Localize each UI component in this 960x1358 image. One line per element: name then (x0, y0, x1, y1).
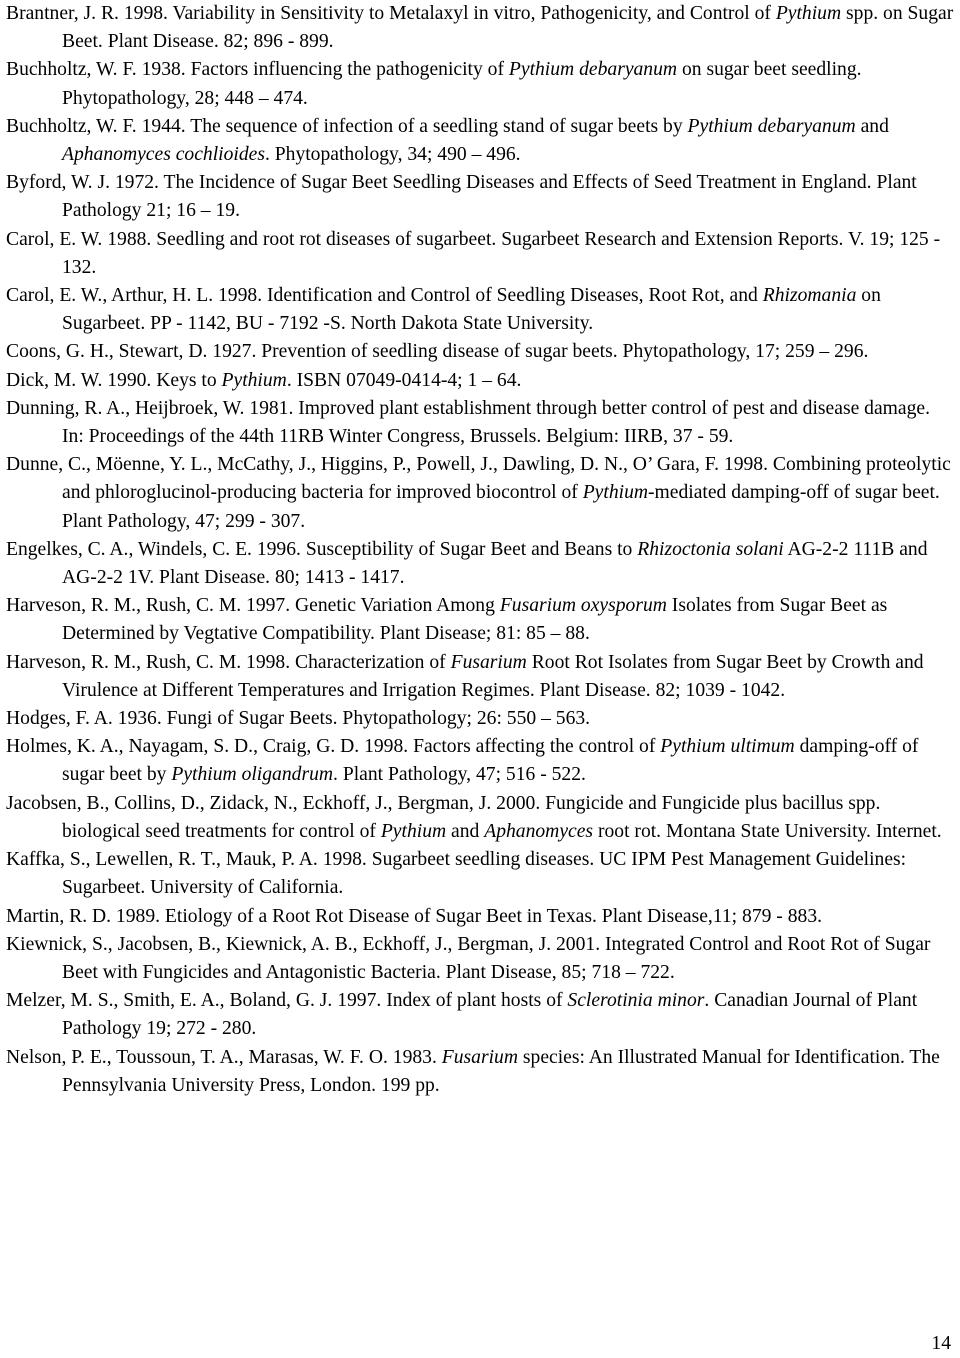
reference-entry (6, 790, 956, 846)
reference-text: Jacobsen, B., Collins, D., Zidack, N., Eckhoff, J., Bergman, J. 2000. Fungicide and Fungicide plus bacillus spp. biological seed treatments for control of (6, 792, 881, 842)
reference-italic-text: Fusarium oxysporum (499, 595, 667, 617)
reference-text: on sugar beet seedling. Phytopathology, 28; 448 – 474. (62, 59, 862, 109)
reference-list (6, 0, 956, 1100)
reference-text: Dick, M. W. 1990. Keys to (6, 369, 222, 391)
reference-text: Dunne, C., Möenne, Y. L., McCathy, J., Higgins, P., Powell, J., Dawling, D. N., O’ Gara, F. 1998. Combining proteolytic and phloroglucinol-producing bacteria for improved biocontrol of (6, 454, 951, 504)
reference-entry (6, 226, 956, 282)
reference-text: Carol, E. W. 1988. Seedling and root rot diseases of sugarbeet. Sugarbeet Research and Extension Reports. V. 19; 125 - 132. (6, 228, 941, 278)
reference-text: species: An Illustrated Manual for Identification. The Pennsylvania University Press, London. 199 pp. (62, 1046, 940, 1096)
reference-text: Nelson, P. E., Toussoun, T. A., Marasas, W. F. O. 1983. (6, 1046, 442, 1068)
reference-italic-text: Pythium debaryanum (687, 115, 856, 137)
reference-text: root rot. Montana State University. Internet. (593, 820, 942, 842)
reference-text: spp. on Sugar Beet. Plant Disease. 82; 896 - 899. (62, 3, 954, 53)
reference-text: Kiewnick, S., Jacobsen, B., Kiewnick, A. B., Eckhoff, J., Bergman, J. 2001. Integrated Control and Root Rot of Sugar Beet with Fungicides and Antagonistic Bacteria. Plant Disease, 85; 718 – 722. (6, 933, 931, 983)
reference-text: Dunning, R. A., Heijbroek, W. 1981. Improved plant establishment through better control of pest and disease damage. In: Proceedings of the 44th 11RB Winter Congress, Brussels. Belgium: IIRB, 37 - 59. (6, 397, 930, 448)
reference-entry (6, 169, 956, 225)
reference-entry (6, 56, 956, 112)
reference-text: . Canadian Journal of Plant Pathology 19; 272 - 280. (62, 990, 918, 1040)
reference-text: Carol, E. W., Arthur, H. L. 1998. Identification and Control of Seedling Diseases, Root Rot, and (6, 285, 763, 307)
reference-italic-text: Fusarium (441, 1046, 518, 1068)
reference-text: AG-2-2 111B and AG-2-2 1V. Plant Disease. 80; 1413 - 1417. (62, 538, 928, 589)
reference-text: Byford, W. J. 1972. The Incidence of Sugar Beet Seedling Diseases and Effects of Seed Treatment in England. Plant Pathology 21; 16 – 19. (6, 172, 917, 222)
reference-entry (6, 0, 956, 56)
reference-text: Engelkes, C. A., Windels, C. E. 1996. Susceptibility of Sugar Beet and Beans to (6, 538, 638, 560)
reference-entry (6, 931, 956, 987)
reference-entry (6, 705, 956, 733)
reference-text: Brantner, J. R. 1998. Variability in Sensitivity to Metalaxyl in vitro, Pathogenicity, and Control of (6, 3, 776, 24)
reference-entry (6, 649, 956, 705)
reference-text: Coons, G. H., Stewart, D. 1927. Prevention of seedling disease of sugar beets. Phytopathology, 17; 259 – 296. (6, 341, 869, 363)
reference-italic-text: Pythium ultimum (660, 736, 795, 758)
reference-entry (6, 451, 956, 536)
reference-italic-text: Pythium debaryanum (508, 59, 678, 81)
reference-text: . Plant Pathology, 47; 516 - 522. (333, 764, 586, 786)
reference-italic-text: Sclerotinia minor (567, 990, 705, 1012)
reference-text: and (855, 115, 889, 137)
reference-text: Harveson, R. M., Rush, C. M. 1998. Characterization of (6, 651, 451, 673)
reference-text: on Sugarbeet. PP - 1142, BU - 7192 -S. North Dakota State University. (62, 285, 881, 335)
reference-entry (6, 395, 956, 451)
reference-text: Root Rot Isolates from Sugar Beet by Crowth and Virulence at Different Temperatures and Irrigation Regimes. Plant Disease. 82; 1039 - 1042. (62, 651, 924, 701)
reference-text: Harveson, R. M., Rush, C. M. 1997. Genetic Variation Among (6, 595, 500, 617)
reference-text: Buchholtz, W. F. 1938. Factors influencing the pathogenicity of (6, 59, 509, 81)
reference-entry (6, 113, 956, 169)
reference-entry (6, 903, 956, 931)
reference-text: Isolates from Sugar Beet as Determined by Vegtative Compatibility. Plant Disease; 81: 85 – 88. (62, 595, 888, 645)
reference-text: damping-off of sugar beet by (62, 736, 919, 786)
reference-italic-text: Aphanomyces (484, 820, 594, 842)
reference-text: Holmes, K. A., Nayagam, S. D., Craig, G. D. 1998. Factors affecting the control of (6, 736, 661, 758)
reference-entry (6, 1044, 956, 1100)
reference-entry (6, 367, 956, 395)
reference-text: Melzer, M. S., Smith, E. A., Boland, G. J. 1997. Index of plant hosts of (6, 990, 568, 1012)
reference-text: . ISBN 07049-0414-4; 1 – 64. (286, 369, 522, 391)
reference-text: and (446, 820, 485, 842)
reference-italic-text: Pythium (582, 482, 649, 504)
reference-text: . Phytopathology, 34; 490 – 496. (264, 144, 521, 166)
reference-entry (6, 846, 956, 902)
reference-italic-text: Fusarium (450, 651, 527, 673)
reference-italic-text: Pythium oligandrum (171, 764, 334, 786)
reference-italic-text: Aphanomyces cochlioides (62, 144, 265, 166)
reference-text: Hodges, F. A. 1936. Fungi of Sugar Beets. Phytopathology; 26: 550 – 563. (6, 708, 591, 730)
reference-entry (6, 733, 956, 789)
reference-entry (6, 592, 956, 648)
reference-text: -mediated damping-off of sugar beet. Plant Pathology, 47; 299 - 307. (62, 482, 940, 532)
reference-entry (6, 338, 956, 366)
reference-text: Kaffka, S., Lewellen, R. T., Mauk, P. A. 1998. Sugarbeet seedling diseases. UC IPM Pest Management Guidelines: Sugarbeet. University of California. (6, 849, 907, 899)
reference-italic-text: Pythium (775, 3, 842, 24)
reference-entry (6, 536, 956, 592)
reference-italic-text: Pythium (380, 820, 447, 842)
page-number: 14 (931, 1333, 951, 1354)
reference-text: Martin, R. D. 1989. Etiology of a Root Rot Disease of Sugar Beet in Texas. Plant Disease,11; 879 - 883. (6, 905, 823, 927)
reference-italic-text: Rhizoctonia solani (637, 538, 784, 560)
reference-text: Buchholtz, W. F. 1944. The sequence of infection of a seedling stand of sugar beets by (6, 115, 688, 137)
reference-italic-text: Rhizomania (762, 285, 857, 307)
reference-entry (6, 282, 956, 338)
reference-italic-text: Pythium (221, 369, 287, 391)
reference-entry (6, 987, 956, 1043)
